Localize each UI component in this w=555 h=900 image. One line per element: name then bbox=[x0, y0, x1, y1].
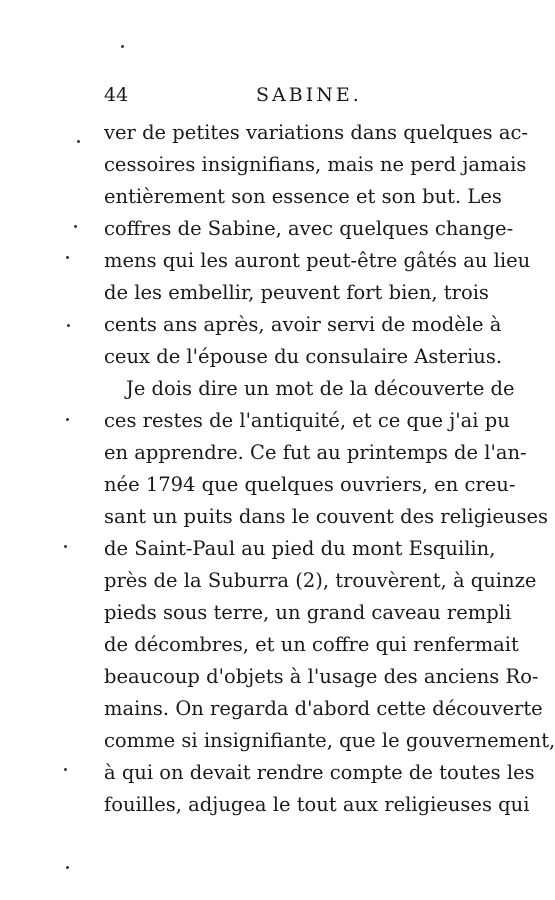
text-line: coffres de Sabine, avec quelques change- bbox=[104, 217, 514, 240]
text-line: cents ans après, avoir servi de modèle à bbox=[104, 313, 502, 336]
print-speck bbox=[66, 256, 69, 259]
print-speck bbox=[64, 545, 67, 548]
print-speck bbox=[67, 324, 70, 327]
text-line: fouilles, adjugea le tout aux religieuses qui bbox=[104, 793, 530, 816]
text-line: à qui on devait rendre compte de toutes les bbox=[104, 761, 535, 784]
text-line: ceux de l'épouse du consulaire Asterius. bbox=[104, 345, 503, 368]
text-line: ces restes de l'antiquité, et ce que j'ai pu bbox=[104, 409, 510, 432]
text-line: comme si insignifiante, que le gouvernement, bbox=[104, 729, 555, 752]
text-line: pieds sous terre, un grand caveau rempli bbox=[104, 601, 512, 624]
text-line: de Saint-Paul au pied du mont Esquilin, bbox=[104, 537, 496, 560]
print-speck bbox=[121, 45, 124, 48]
print-speck bbox=[66, 866, 69, 869]
text-line: de décombres, et un coffre qui renfermait bbox=[104, 633, 519, 656]
text-line: née 1794 que quelques ouvriers, en creu- bbox=[104, 473, 516, 496]
print-speck bbox=[64, 768, 67, 771]
text-line: mains. On regarda d'abord cette découverte bbox=[104, 697, 543, 720]
text-line: cessoires insignifians, mais ne perd jamais bbox=[104, 153, 527, 176]
text-line: près de la Suburra (2), trouvèrent, à quinze bbox=[104, 569, 537, 592]
text-line: de les embellir, peuvent fort bien, trois bbox=[104, 281, 489, 304]
print-speck bbox=[77, 140, 80, 143]
text-line: sant un puits dans le couvent des religieuses bbox=[104, 505, 549, 528]
text-line: ver de petites variations dans quelques ac- bbox=[104, 121, 528, 144]
print-speck bbox=[74, 225, 77, 228]
page-header bbox=[104, 84, 504, 114]
text-line: entièrement son essence et son but. Les bbox=[104, 185, 502, 208]
running-title: SABINE. bbox=[256, 84, 362, 106]
body-text bbox=[104, 117, 555, 821]
page-number: 44 bbox=[104, 84, 129, 106]
print-speck bbox=[66, 418, 69, 421]
text-line: Je dois dire un mot de la découverte de bbox=[126, 377, 515, 400]
text-line: en apprendre. Ce fut au printemps de l'an- bbox=[104, 441, 527, 464]
text-line: beaucoup d'objets à l'usage des anciens Ro- bbox=[104, 665, 539, 688]
text-line: mens qui les auront peut-être gâtés au lieu bbox=[104, 249, 531, 272]
